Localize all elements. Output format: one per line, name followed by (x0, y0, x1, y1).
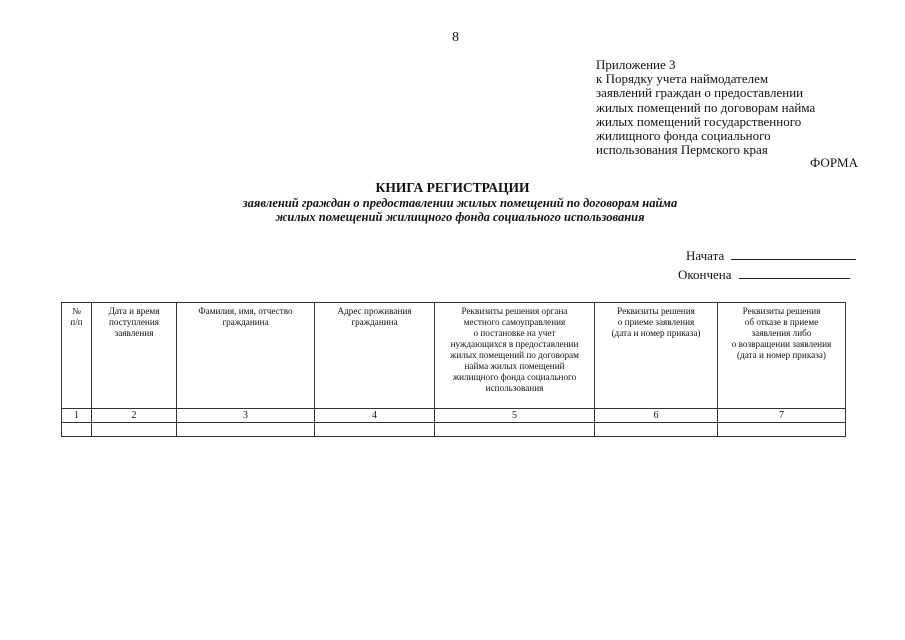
header-line: использования (485, 383, 544, 393)
header-cell-acceptance-decision (595, 303, 718, 409)
header-line: нуждающихся в предоставлении (450, 339, 579, 349)
appendix-line: Приложение 3 (596, 57, 676, 72)
header-line: заявления либо (751, 328, 812, 338)
header-line: Фамилия, имя, отчество (198, 306, 293, 316)
header-line: гражданина (222, 317, 269, 327)
empty-cell (595, 423, 718, 437)
empty-cell (435, 423, 595, 437)
header-cell-name (177, 303, 315, 409)
header-line: Дата и время (108, 306, 160, 316)
header-line: (дата и номер приказа) (736, 350, 826, 360)
header-line: о постановке на учет (473, 328, 556, 338)
header-line: Адрес проживания (337, 306, 412, 316)
started-line (731, 259, 856, 260)
started-row (686, 248, 856, 267)
empty-cell (718, 423, 846, 437)
header-line: Реквизиты решения (617, 306, 695, 316)
appendix-line: заявлений граждан о предоставлении (596, 85, 804, 101)
header-cell-address (315, 303, 435, 409)
appendix-block (596, 58, 876, 157)
page-number: 8 (452, 30, 459, 45)
ended-line (739, 278, 850, 279)
table-header-row (62, 303, 846, 409)
column-number: 5 (435, 409, 595, 423)
header-line: местного самоуправления (463, 317, 566, 327)
document-subtitle (150, 197, 770, 224)
appendix-line: жилищного фонда социального (596, 128, 771, 144)
document-title: КНИГА РЕГИСТРАЦИИ (375, 180, 530, 195)
ended-label: Окончена (678, 267, 732, 282)
header-line: найма жилых помещений (464, 361, 565, 371)
subtitle-line: жилых помещений жилищного фонда социального использования (275, 209, 645, 224)
empty-cell (92, 423, 177, 437)
column-number: 4 (315, 409, 435, 423)
column-number: 3 (177, 409, 315, 423)
column-number: 7 (718, 409, 846, 423)
header-line: заявления (114, 328, 154, 338)
empty-cell (315, 423, 435, 437)
header-line: о приеме заявления (617, 317, 695, 327)
column-number: 2 (92, 409, 177, 423)
header-line: об отказе в приеме (744, 317, 819, 327)
empty-cell (177, 423, 315, 437)
date-fields (678, 248, 856, 286)
header-line: жилых помещений по договорам (450, 350, 579, 360)
header-line: жилищного фонда социального (452, 372, 577, 382)
ended-row (678, 267, 856, 286)
header-cell-received (92, 303, 177, 409)
header-line: (дата и номер приказа) (611, 328, 701, 338)
header-cell-number (62, 303, 92, 409)
appendix-line: использования Пермского края (596, 142, 768, 158)
subtitle-line: заявлений граждан о предоставлении жилых помещений по договорам найма (242, 196, 678, 210)
header-line: Реквизиты решения органа (461, 306, 568, 316)
header-line: п/п (70, 317, 83, 327)
header-line: гражданина (351, 317, 398, 327)
header-cell-registration-decision (435, 303, 595, 409)
appendix-line: к Порядку учета наймодателем (596, 71, 769, 87)
appendix-line: жилых помещений государственного (596, 113, 802, 129)
header-line: о возвращении заявления (731, 339, 832, 349)
form-label: ФОРМА (810, 155, 858, 170)
started-label: Начата (686, 248, 725, 263)
column-number: 1 (62, 409, 92, 423)
appendix-line: жилых помещений по договорам найма (596, 99, 816, 115)
empty-cell (62, 423, 92, 437)
header-line: № (72, 306, 81, 316)
header-line: Реквизиты решения (742, 306, 821, 316)
registration-table (61, 302, 846, 437)
table-row (62, 423, 846, 437)
column-number: 6 (595, 409, 718, 423)
column-number-row (62, 409, 846, 423)
header-line: поступления (109, 317, 159, 327)
header-cell-refusal-decision (718, 303, 846, 409)
